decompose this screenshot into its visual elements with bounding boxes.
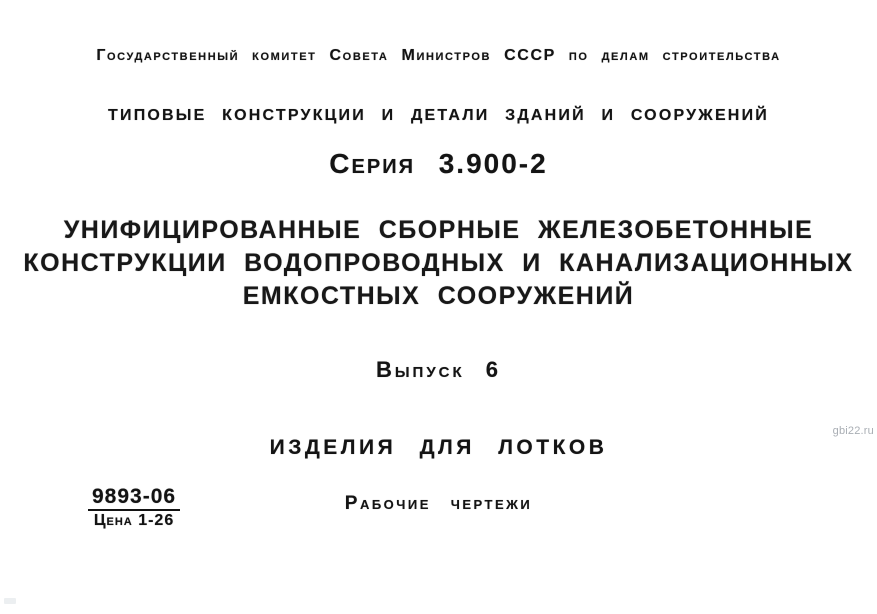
inventory-stamp (88, 486, 180, 530)
stamp-price: Цена 1-26 (93, 512, 175, 529)
subtitle: ИЗДЕЛИЯ ДЛЯ ЛОТКОВ (269, 436, 608, 459)
site-watermark: gbi22.ru (832, 425, 874, 437)
stamp-inventory-number: 9893-06 (88, 486, 180, 511)
issue-number: Выпуск 6 (375, 357, 502, 382)
issuing-authority-line: Государственный комитет Совета Министров СССР по делам строительства (96, 47, 781, 64)
main-title-line-3: ЕМКОСТНЫХ СООРУЖЕНИЙ (242, 282, 635, 310)
series-number: Серия 3.900-2 (329, 148, 548, 179)
main-title (0, 214, 877, 313)
document-type: Рабочие чертежи (344, 493, 533, 514)
document-category-line: ТИПОВЫЕ КОНСТРУКЦИИ И ДЕТАЛИ ЗДАНИЙ И СООРУЖЕНИЙ (108, 107, 769, 124)
main-title-line-1: УНИФИЦИРОВАННЫЕ СБОРНЫЕ ЖЕЛЕЗОБЕТОННЫЕ (63, 216, 814, 244)
main-title-line-2: КОНСТРУКЦИИ ВОДОПРОВОДНЫХ И КАНАЛИЗАЦИОННЫХ (23, 249, 854, 277)
scan-artifact (4, 598, 16, 604)
